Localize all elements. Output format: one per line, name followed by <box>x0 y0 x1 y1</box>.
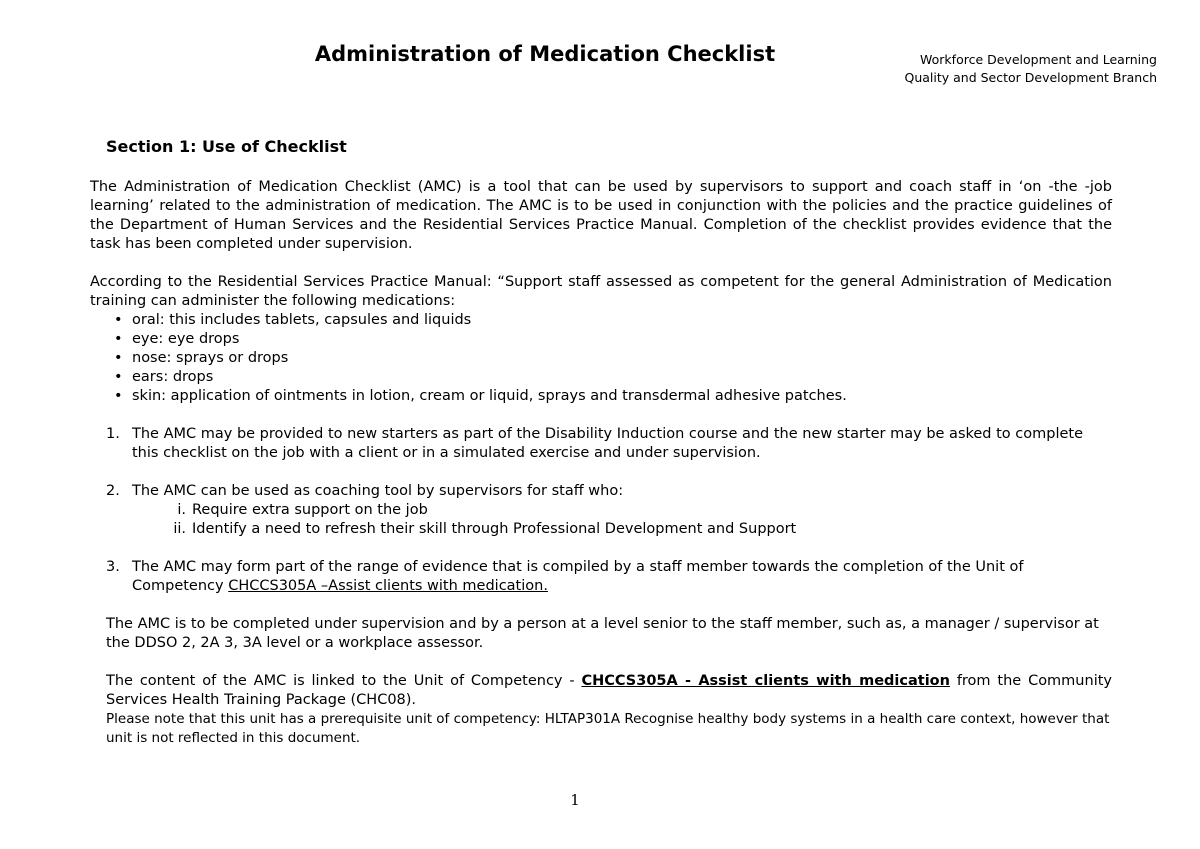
list-item: • skin: application of ointments in lotion, cream or liquid, sprays and transdermal adhesive patches. <box>114 387 1112 406</box>
unit-link-bold[interactable]: CHCCS305A - Assist clients with medication <box>581 673 950 689</box>
content-paragraph <box>90 672 1112 710</box>
list-item: • nose: sprays or drops <box>114 349 1112 368</box>
list-item: • ears: drops <box>114 368 1112 387</box>
item-number: 1. <box>106 426 120 442</box>
section-heading: Section 1: Use of Checklist <box>106 137 347 156</box>
sub-item-number: ii. <box>173 521 186 537</box>
branch-line-2: Quality and Sector Development Branch <box>904 70 1157 85</box>
unit-link[interactable]: CHCCS305A –Assist clients with medication. <box>228 578 548 594</box>
numbered-item-2 <box>90 482 1112 501</box>
content-prefix: The content of the AMC is linked to the Unit of Competency - <box>106 673 575 689</box>
numbered-item-1 <box>90 425 1112 463</box>
numbered-item-3 <box>90 558 1112 596</box>
sub-item-number: i. <box>177 502 186 518</box>
item-text: The AMC may be provided to new starters as part of the Disability Induction course and the new starter may be asked to complete this checklist on the job with a client or in a simulated exercise and under supervision. <box>132 426 1084 461</box>
sub-item-2 <box>90 520 1112 539</box>
supervision-paragraph: The AMC is to be completed under supervision and by a person at a level senior to the staff member, such as, a manager / supervisor at the DDSO 2, 2A 3, 3A level or a workplace assessor. <box>106 616 1099 651</box>
sub-item-text: Require extra support on the job <box>192 502 428 518</box>
page-title: Administration of Medication Checklist <box>314 42 776 66</box>
branch-line-1: Workforce Development and Learning <box>920 52 1157 67</box>
medication-list <box>90 311 1112 406</box>
section-body <box>90 178 1112 748</box>
item-number: 3. <box>106 559 120 575</box>
page-number: 1 <box>570 791 580 809</box>
item-text: The AMC can be used as coaching tool by supervisors for staff who: <box>132 483 624 499</box>
sub-item-text: Identify a need to refresh their skill through Professional Development and Support <box>192 521 797 537</box>
branch-info <box>904 51 1157 87</box>
content-suffix: from the Community Services Health Training Package (CHC08). <box>106 673 1112 708</box>
intro-paragraph: The Administration of Medication Checklist (AMC) is a tool that can be used by supervisors to support and coach staff in ‘on -the -job learning’ related to the administration of medication. The AMC is to be used in conjunction with the policies and the practice guidelines of the Department of Human Services and the Residential Services Practice Manual. Completion of the checklist provides evidence that the task has been completed under supervision. <box>90 179 1112 252</box>
manual-quote-paragraph: According to the Residential Services Practice Manual: “Support staff assessed as competent for the general Administration of Medication training can administer the following medications: <box>90 274 1112 309</box>
sub-item-1 <box>90 501 1112 520</box>
list-item: • eye: eye drops <box>114 330 1112 349</box>
list-item: • oral: this includes tablets, capsules and liquids <box>114 311 1112 330</box>
prerequisite-note: Please note that this unit has a prerequisite unit of competency: HLTAP301A Recognise healthy body systems in a health care context, however that unit is not reflected in this document. <box>106 711 1110 746</box>
item-text: The AMC may form part of the range of evidence that is compiled by a staff member towards the completion of the Unit of Competency <box>132 559 1024 594</box>
item-number: 2. <box>106 483 120 499</box>
